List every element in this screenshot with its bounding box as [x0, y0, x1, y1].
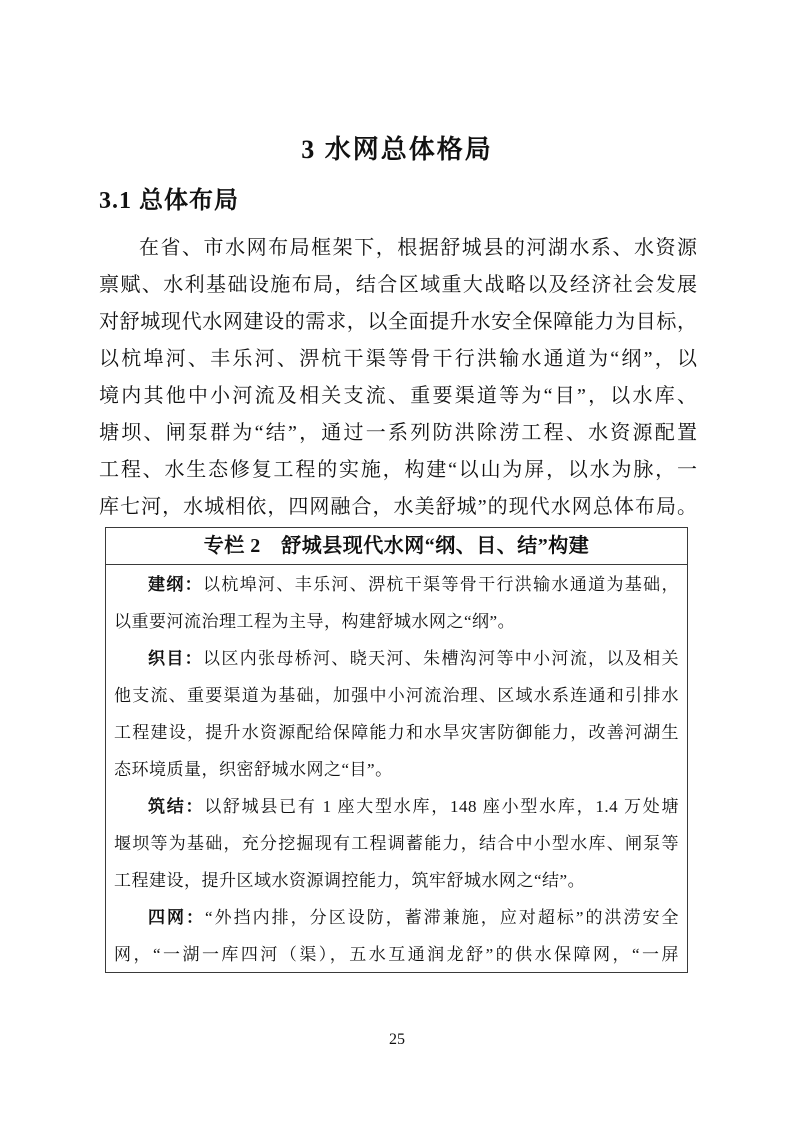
feature-box-body: [106, 565, 687, 973]
paragraph-line: 塘坝、闸泵群为“结”，通过一系列防洪除涝工程、水资源配置: [99, 422, 697, 444]
paragraph-label: 四网：: [148, 908, 206, 927]
box-paragraph-line: [114, 566, 679, 603]
paragraph-line: 禀赋、水利基础设施布局，结合区域重大战略以及经济社会发展: [99, 274, 697, 296]
intro-paragraph: [99, 230, 697, 526]
chapter-title: 3 水网总体格局: [301, 135, 493, 164]
box-paragraph-line: [114, 640, 679, 677]
box-paragraph-line: 网，“一湖一库四河（渠），五水互通润龙舒”的供水保障网，“一屏: [114, 945, 679, 964]
box-paragraph-line: 工程建设，提升水资源配给保障能力和水旱灾害防御能力，改善河湖生: [114, 723, 679, 742]
box-paragraph-line: [114, 899, 679, 936]
paragraph-text: 以区内张母桥河、晓天河、朱槽沟河等中小河流，以及相关: [203, 649, 679, 668]
box-paragraph-line: 他支流、重要渠道为基础，加强中小河流治理、区域水系连通和引排水: [114, 686, 679, 705]
paragraph-line: 以杭埠河、丰乐河、淠杭干渠等骨干行洪输水通道为“纲”，以: [99, 348, 697, 370]
paragraph-label: 筑结：: [148, 797, 205, 816]
paragraph-line: 库七河，水城相依，四网融合，水美舒城”的现代水网总体布局。: [99, 496, 697, 518]
section-heading: 3.1 总体布局: [99, 188, 239, 214]
box-paragraph-line: 工程建设，提升区域水资源调控能力，筑牢舒城水网之“结”。: [114, 871, 586, 890]
box-paragraph-line: 以重要河流治理工程为主导，构建舒城水网之“纲”。: [114, 612, 516, 631]
paragraph-text: “外挡内排，分区设防，蓄滞兼施，应对超标”的洪涝安全: [205, 908, 679, 927]
paragraph-line: 境内其他中小河流及相关支流、重要渠道等为“目”，以水库、: [99, 385, 697, 407]
paragraph-text: 以舒城县已有 1 座大型水库，148 座小型水库，1.4 万处塘: [204, 797, 679, 816]
paragraph-label: 织目：: [148, 649, 204, 668]
box-paragraph-line: 态环境质量，织密舒城水网之“目”。: [114, 760, 393, 779]
box-paragraph-line: 堰坝等为基础，充分挖掘现有工程调蓄能力，结合中小型水库、闸泵等: [114, 834, 679, 853]
paragraph-line: 在省、市水网布局框架下，根据舒城县的河湖水系、水资源: [139, 237, 697, 259]
paragraph-line: 对舒城现代水网建设的需求，以全面提升水安全保障能力为目标，: [99, 311, 697, 333]
paragraph-line: 工程、水生态修复工程的实施，构建“以山为屏，以水为脉，一: [99, 459, 697, 481]
paragraph-text: 以杭埠河、丰乐河、淠杭干渠等骨干行洪输水通道为基础，: [203, 575, 679, 594]
box-paragraph-line: [114, 788, 679, 825]
page-number: 25: [389, 1031, 405, 1048]
paragraph-label: 建纲：: [148, 575, 204, 594]
feature-box: [105, 527, 688, 973]
feature-box-title: 专栏 2 舒城县现代水网“纲、目、结”构建: [106, 528, 687, 565]
